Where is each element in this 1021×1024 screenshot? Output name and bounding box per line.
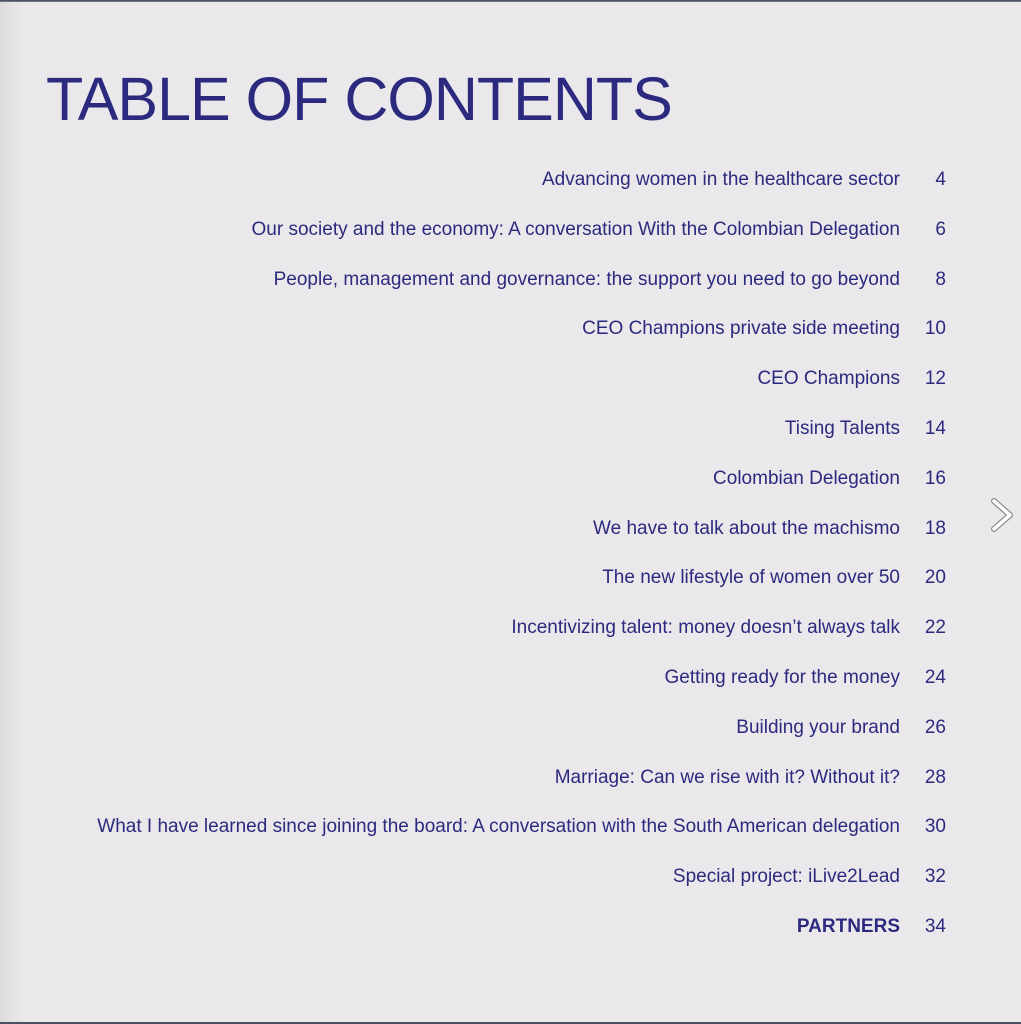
toc-entry-page-number: 14 [924, 417, 946, 439]
toc-entry-title[interactable]: CEO Champions [757, 368, 900, 390]
toc-entry[interactable] [0, 866, 960, 916]
toc-entry-title[interactable]: CEO Champions private side meeting [582, 318, 900, 340]
toc-entry-page-number: 4 [935, 169, 946, 190]
toc-entry-page-number: 10 [924, 318, 946, 340]
toc-entry-page-number: 16 [924, 467, 946, 489]
toc-entry-page-number: 34 [924, 915, 946, 937]
toc-entry[interactable] [0, 767, 960, 817]
toc-entry[interactable] [0, 916, 960, 966]
toc-entry-page-number: 26 [924, 716, 946, 738]
toc-entry-page-number: 20 [924, 567, 946, 589]
toc-entry-page-number: 24 [924, 666, 946, 688]
table-of-contents [0, 169, 960, 966]
toc-entry[interactable] [0, 468, 960, 518]
toc-entry-page-number: 12 [924, 368, 946, 390]
toc-entry-page-number: 6 [935, 218, 946, 240]
toc-entry-title[interactable]: Marriage: Can we rise with it? Without it? [554, 766, 900, 788]
toc-entry-title[interactable]: People, management and governance: the support you need to go beyond [273, 268, 900, 290]
toc-entry-title[interactable]: Getting ready for the money [664, 666, 900, 688]
toc-entry-page-number: 8 [935, 268, 946, 290]
toc-entry[interactable] [0, 219, 960, 269]
page-title: TABLE OF CONTENTS [46, 65, 672, 133]
document-page [0, 1, 1021, 1022]
toc-entry[interactable] [0, 518, 960, 568]
toc-entry-title[interactable]: Incentivizing talent: money doesn’t always talk [511, 617, 900, 639]
toc-entry-title[interactable]: Our society and the economy: A conversation With the Colombian Delegation [251, 218, 900, 240]
toc-entry[interactable] [0, 368, 960, 418]
toc-entry-title[interactable]: Tising Talents [784, 417, 900, 439]
toc-entry[interactable] [0, 418, 960, 468]
toc-entry[interactable] [0, 318, 960, 368]
toc-entry[interactable] [0, 667, 960, 717]
toc-entry-page-number: 30 [924, 816, 946, 838]
toc-entry[interactable] [0, 269, 960, 319]
toc-entry[interactable] [0, 717, 960, 767]
toc-entry[interactable] [0, 169, 960, 219]
toc-entry[interactable] [0, 617, 960, 667]
toc-entry-title[interactable]: What I have learned since joining the board: A conversation with the South American delegation [97, 816, 900, 838]
toc-entry-title[interactable]: Building your brand [736, 716, 900, 738]
toc-entry-title[interactable]: PARTNERS [796, 915, 900, 937]
toc-entry-title[interactable]: Advancing women in the healthcare sector [541, 169, 900, 190]
toc-entry-page-number: 18 [924, 517, 946, 539]
toc-entry-title[interactable]: The new lifestyle of women over 50 [602, 567, 900, 589]
toc-entry-page-number: 22 [924, 617, 946, 639]
toc-entry-page-number: 32 [924, 866, 946, 888]
toc-entry[interactable] [0, 816, 960, 866]
toc-entry-title[interactable]: Colombian Delegation [713, 467, 900, 489]
toc-entry-page-number: 28 [924, 766, 946, 788]
toc-entry-title[interactable]: We have to talk about the machismo [593, 517, 900, 539]
toc-entry-title[interactable]: Special project: iLive2Lead [672, 866, 900, 888]
chevron-right-icon[interactable] [988, 497, 1016, 533]
toc-entry[interactable] [0, 567, 960, 617]
